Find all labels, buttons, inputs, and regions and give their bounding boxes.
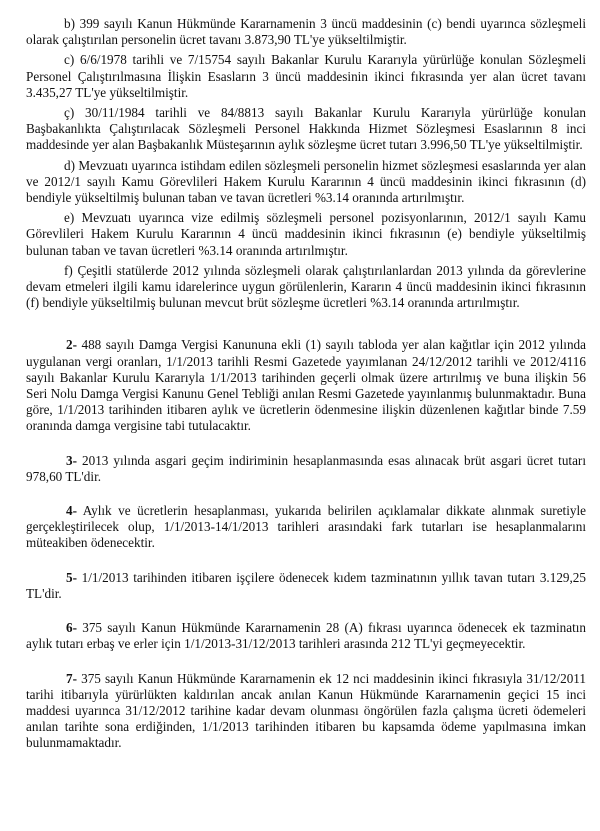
- section-text: Aylık ve ücretlerin hesaplanması, yukarıda belirilen açıklamalar dikkate alınmak suretiyle gerçekleştirilecek olup, 1/1/2013-14/1/2013 tarihleri arasındaki fark tutarları ise hesaplanmalarını müteakiben ödenecektir.: [26, 503, 586, 551]
- sub-item-b: b) 399 sayılı Kanun Hükmünde Kararnamenin 3 üncü maddesinin (c) bendi uyarınca sözleşmeli olarak çalıştırılan personelin ücret tavanı 3.873,90 TL'ye yükseltilmiştir.: [26, 16, 586, 48]
- section-5: [26, 570, 586, 602]
- sub-item-f: f) Çeşitli statülerde 2012 yılında sözleşmeli olarak çalıştırılanlardan 2013 yılında da görevlerine devam etmeleri ilgili kamu idarelerince uygun görülenlerin, Kararın 4 üncü maddesinin ikinci fıkrasının (f) bendiyle yükseltilmiş bulunan mevcut brüt sözleşme ücretleri %3.14 oranında artırılmıştır.: [26, 262, 586, 311]
- sub-item-c-cedilla: ç) 30/11/1984 tarihli ve 84/8813 sayılı Bakanlar Kurulu Kararıyla yürürlüğe konulan Başbakanlıkta Çalıştırılacak Sözleşmeli Personel Hakkında Hizmet Sözleşmesi Esaslarının 8 inci maddesinde yer alan Başbakanlık Müsteşarının aylık sözleşme ücret tutarı 3.996,50 TL'ye yükseltilmiştir.: [26, 105, 586, 153]
- section-number: 5-: [66, 569, 77, 585]
- section-number: 2-: [66, 337, 77, 353]
- section-number: 6-: [66, 620, 77, 636]
- section-7: [26, 671, 586, 752]
- section-2: [26, 337, 586, 434]
- section-6: [26, 620, 586, 652]
- section-text: 375 sayılı Kanun Hükmünde Kararnamenin 28 (A) fıkrası uyarınca ödenecek ek tazminatın aylık tutarı erbaş ve erler için 1/1/2013-31/12/2013 tarihleri arasında 212 TL'yi geçmeyecektir.: [26, 620, 586, 652]
- sub-item-d: d) Mevzuatı uyarınca istihdam edilen sözleşmeli personelin hizmet sözleşmesi esaslarında yer alan ve 2012/1 sayılı Kamu Görevlileri Hakem Kurulu Kararının 4 üncü maddesinin ikinci fıkrasının (d) bendiyle yükseltilmiş bulunan taban ve tavan ücretleri %3.14 oranında artırılmıştır.: [26, 157, 586, 206]
- section-text: 1/1/2013 tarihinden itibaren işçilere ödenecek kıdem tazminatının yıllık tavan tutarı 3.129,25 TL'dir.: [26, 569, 586, 601]
- section-number: 7-: [66, 670, 77, 686]
- section-4: [26, 503, 586, 552]
- section-number: 3-: [66, 452, 77, 468]
- section-3: [26, 453, 586, 485]
- section-text: 2013 yılında asgari geçim indiriminin hesaplanmasında esas alınacak brüt asgari ücret tutarı 978,60 TL'dir.: [26, 452, 586, 484]
- sub-item-e: e) Mevzuatı uyarınca vize edilmiş sözleşmeli personel pozisyonlarının, 2012/1 sayılı Kamu Görevlileri Hakem Kurulu Kararının 4 üncü maddesinin ikinci fıkrasının (e) bendiyle yükseltilmiş bulunan taban ve tavan ücretleri %3.14 oranında artırılmıştır.: [26, 210, 586, 258]
- sub-item-c: c) 6/6/1978 tarihli ve 7/15754 sayılı Bakanlar Kurulu Kararıyla yürürlüğe konulan Sözleşmeli Personel Çalıştırılmasına İlişkin Esasların 3 üncü maddesinin ikinci fıkrasında yer alan ücret tavanı 3.435,27 TL'ye yükseltilmiştir.: [26, 52, 586, 100]
- section-number: 4-: [66, 503, 77, 519]
- section-text: 488 sayılı Damga Vergisi Kanununa ekli (1) sayılı tabloda yer alan kağıtlar için 2012 yılında uygulanan vergi oranları, 1/1/2013 tarihli Resmi Gazetede yayımlanan 24/12/2012 tarihli ve 2012/4116 sayılı Bakanlar Kurulu Kararıyla 1/1/2013 tarihinden geçerli olmak üzere artırılmış ve buna ilişkin 56 Seri Nolu Damga Vergisi Kanunu Genel Tebliği anılan Resmi Gazetede yayınlanmış bulunmaktadır. Buna göre, 1/1/2013 tarihinden itibaren aylık ve ücretlerin ödenmesine ilişkin düzenlenen kağıtlar binde 7.59 oranında damga vergisine tabi tutulacaktır.: [26, 337, 586, 434]
- section-text: 375 sayılı Kanun Hükmünde Kararnamenin ek 12 nci maddesinin ikinci fıkrasıyla 31/12/2011 tarihi itibarıyla yürürlükten kaldırılan ancak anılan Kanun Hükmünde Kararnamenin geçici 15 inci maddesi uyarınca 31/12/2012 tarihine kadar devam olunması öngörülen fazla çalışma ücreti ödemeleri anılan tarihte sona erdiğinden, 1/1/2013 tarihinden itibaren bu kapsamda ödeme yapılmasına imkan bulunmamaktadır.: [26, 670, 586, 751]
- sub-item-list: [26, 16, 586, 311]
